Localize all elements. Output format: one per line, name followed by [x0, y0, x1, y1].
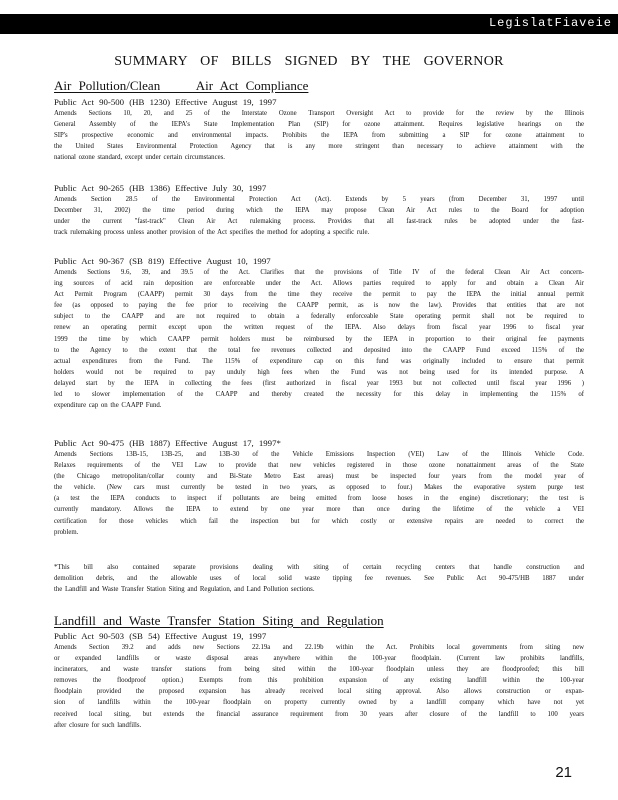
bill-text-line: Act Permit Program (CAAPP) permit 30 days from the time they receive the permit to pay the IEPA the initial annual permit	[54, 291, 584, 299]
bill-text-line: (the Chicago metropolitan/collar county and Bi-State Metro East areas) must be inspected four years from the model year of	[54, 473, 584, 481]
bill-text-line: to the Agency to the extent that the total fee revenues collected and deposited into the CAAPP Fund exceed 115% of the	[54, 346, 584, 354]
footnote	[54, 562, 584, 595]
bill-text-line: floodplain provided the proposed expansion has already received local siting approval. Also allows construction or expan-	[54, 688, 584, 696]
bill-text-line: (a test the IEPA conducts to inspect if pollutants are being emitted from loose hoses in the engine) discretionary; the test is	[54, 495, 584, 503]
bill-90-475	[54, 438, 584, 538]
bill-text-line: after closure for such landfills.	[54, 721, 142, 729]
bill-text-line: holders would not be required to pay unduly high fees when the Fund was not being used for its intended purpose. A	[54, 368, 584, 376]
running-title: LegislatFiaveie	[488, 16, 612, 30]
bill-text-line: led to slower implementation of the CAAPP and thereby created the necessity for this delay in implementing the 115% of	[54, 391, 584, 399]
bill-text-line: renew an operating permit except upon the written request of the IEPA. Also delays from fiscal year 1996 to fiscal year	[54, 324, 584, 332]
bill-text-line: incinerators, and waste transfer stations from being sited within the 100-year floodplain unless they are floodproofed; this bill	[54, 666, 584, 674]
footnote-line: *This bill also contained separate provisions dealing with siting of certain recycling centers that handle construction and	[54, 564, 584, 571]
footnote-line: the Landfill and Waste Transfer Station Siting and Regulation, and Land Pollution sections.	[54, 586, 315, 594]
bill-text-line: December 31, 2002) the time period during which the IEPA may propose Clean Air Act rules to the Board for adoption	[54, 207, 584, 215]
page-number: 21	[555, 764, 572, 781]
bill-header: Public Act 90-500 (HB 1230) Effective August 19, 1997	[54, 97, 277, 107]
bill-text-line: Relaxes requirements of the VEI Law to provide that new vehicles registered in those ozone nonattainment areas of the State	[54, 462, 584, 470]
bill-header: Public Act 90-367 (SB 819) Effective August 10, 1997	[54, 256, 271, 266]
bill-text-line: fee (as opposed to paying the fee prior to receiving the CAAPP permit, as is now the law). Provides that entities that are not	[54, 302, 584, 310]
bill-text-line: 1999 the time by which CAAPP permit holders must be reimbursed by the IEPA in proportion to their original fee payments	[54, 335, 584, 343]
section-heading-landfill: Landfill and Waste Transfer Station Siting and Regulation	[54, 613, 384, 628]
bill-text-line: General Assembly of the IEPA's State Implementation Plan (SIP) for ozone attainment. Requires legislative hearings on the	[54, 121, 584, 129]
bill-text-line: removes the floodproof option.) Exempts from this prohibition expansion of any existing landfill within the 100-year	[54, 677, 584, 685]
bill-text-line: track rulemaking process unless another provision of the Act specifies the method for adopting a specific rule.	[54, 229, 370, 237]
bill-header: Public Act 90-265 (HB 1386) Effective July 30, 1997	[54, 183, 267, 193]
bill-text-line: sion of landfills within the 100-year floodplain on property currently owned by a landfill company which have not yet	[54, 699, 584, 707]
footnote-line: demolition debris, and the allowable uses of local solid waste tipping fee revenues. See Public Act 90-475/HB 1887 under	[54, 575, 584, 583]
bill-header: Public Act 90-503 (SB 54) Effective August 19, 1997	[54, 631, 267, 641]
bill-90-503	[54, 631, 584, 731]
bill-text-line: received local siting, but extends the financial assurance requirement from 30 years after closure of the landfill to 100 years	[54, 710, 584, 718]
bill-90-500	[54, 97, 584, 163]
bill-text-line: under the current "fast-track" Clean Air Act rulemaking process. Provides that all fast-track rules be adopted under the fast-	[54, 218, 584, 226]
bill-text-line: Amends Sections 9.6, 39, and 39.5 of the Act. Clarifies that the provisions of Title IV of the federal Clean Air Act concern-	[54, 269, 584, 276]
bill-text-line: subject to the CAAPP and are not required to obtain a federally enforceable State operating permit shall not be required to	[54, 313, 584, 321]
bill-text-line: Amends Sections 13B-15, 13B-25, and 13B-30 of the Vehicle Emissions Inspection (VEI) Law of the Illinois Vehicle Code.	[54, 451, 584, 458]
bill-text-line: delayed start by the IEPA in collecting the fees (first authorized in fiscal year 1993 but not collected until fiscal year 1996 )	[54, 379, 584, 387]
bill-text-line: Amends Sections 10, 20, and 25 of the Interstate Ozone Transport Oversight Act to provide for the review by the Illinois	[54, 110, 584, 117]
bill-text-line: currently mandatory. Allows the IEPA to extend by one year more than once during the lifetime of the vehicle a VEI	[54, 506, 584, 514]
bill-text-line: or expanded landfills or waste disposal areas anywhere within the 100-year floodplain. (Current law prohibits landfills,	[54, 655, 584, 663]
bill-text-line: national ozone standard, except under certain circumstances.	[54, 154, 225, 162]
section-heading-air: Air Pollution/Clean Air Act Compliance	[54, 78, 309, 93]
bill-90-367	[54, 256, 584, 411]
bill-text-line: SIP's prospective economic and environmental impacts. Prohibits the IEPA from submitting a SIP for ozone attainment to	[54, 132, 584, 140]
bill-text-line: certification for those vehicles which fail the inspection but for which costly or extensive repairs are needed to correct the	[54, 517, 584, 525]
bill-text-line: Amends Section 39.2 and adds new Sections 22.19a and 22.19b within the Act. Prohibits local governments from siting new	[54, 644, 584, 651]
bill-text-line: expenditure cap on the CAAPP Fund.	[54, 402, 162, 410]
header-bar	[0, 14, 618, 34]
bill-text-line: ing sources of acid rain deposition are enforceable under the Act. Allows parties required to apply for and obtain a Clean Air	[54, 280, 584, 288]
bill-header: Public Act 90-475 (HB 1887) Effective August 17, 1997*	[54, 438, 281, 448]
bill-text-line: Amends Section 28.5 of the Environmental Protection Act (Act). Extends by 5 years (from December 31, 1997 until	[54, 196, 584, 203]
bill-text-line: the vehicle. (New cars must currently be tested in two years, as opposed to four.) Makes the evaporative system purge test	[54, 484, 584, 492]
bill-text-line: the United States Environmental Protection Agency that is any more stringent than necessary to achieve attainment with the	[54, 143, 584, 151]
bill-text-line: actual expenditures from the Fund. The 115% of expenditure cap on this fund was originally included to ensure that permit	[54, 357, 584, 365]
bill-90-265	[54, 183, 584, 238]
bill-text-line: problem.	[54, 528, 79, 536]
page-title: SUMMARY OF BILLS SIGNED BY THE GOVERNOR	[114, 54, 504, 69]
